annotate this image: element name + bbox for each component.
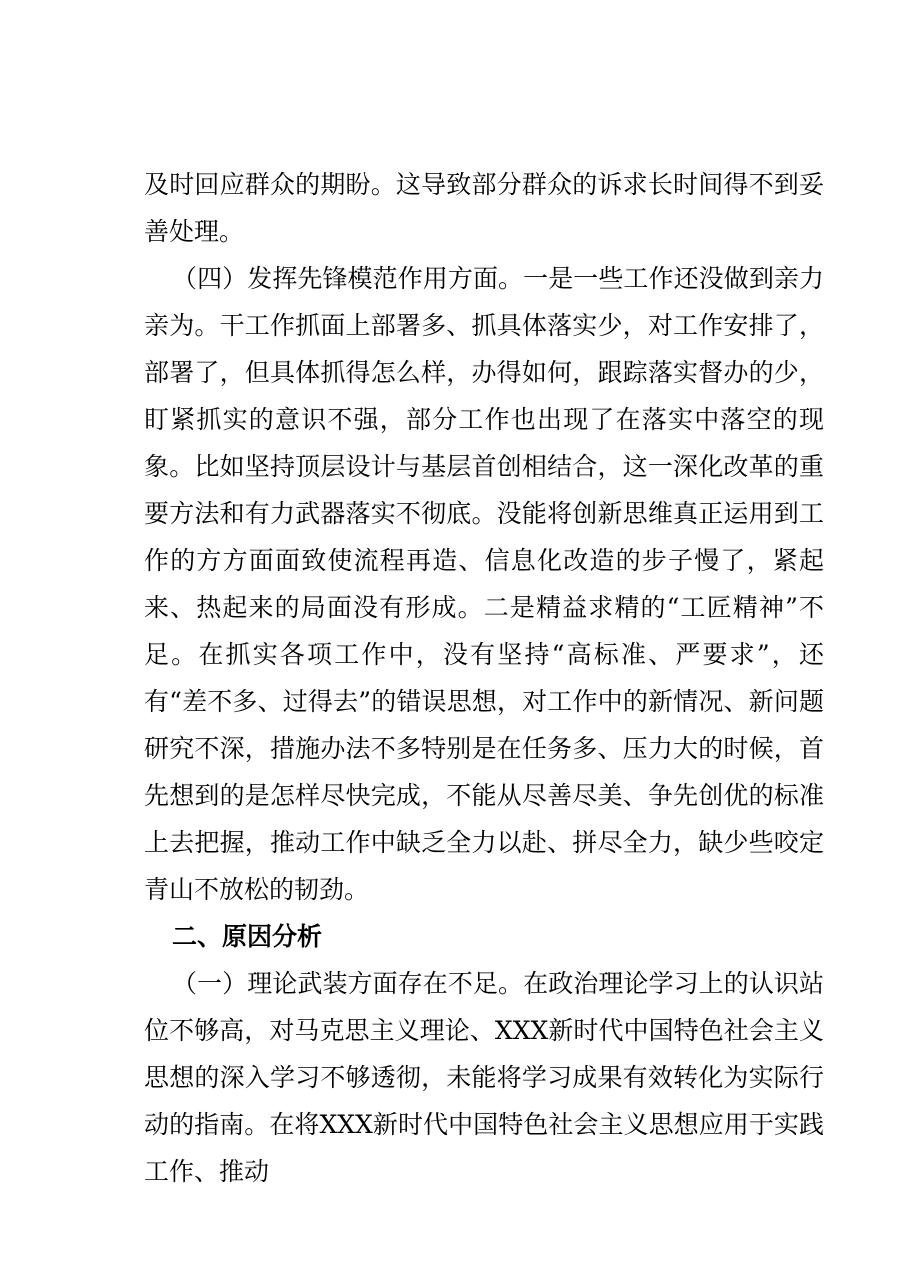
paragraph-reason-one: （一）理论武装方面存在不足。在政治理论学习上的认识站位不够高，对马克思主义理论、XXX新时代中国特色社会主义思想的深入学习不够透彻，未能将学习成果有效转化为实际行动的指南。在将XXX新时代中国特色社会主义思想应用于实践工作、推动 — [144, 969, 824, 1186]
paragraph-section-four: （四）发挥先锋模范作用方面。一是一些工作还没做到亲力亲为。干工作抓面上部署多、抓具体落实少，对工作安排了，部署了，但具体抓得怎么样，办得如何，跟踪落实督办的少，盯紧抓实的意识不强，部分工作也出现了在落实中落空的现象。比如坚持顶层设计与基层首创相结合，这一深化改革的重要方法和有力武器落实不彻底。没能将创新思维真正运用到工作的方方面面致使流程再造、信息化改造的步子慢了，紧起来、热起来的局面没有形成。二是精益求精的“工匠精神”不足。在抓实各项工作中，没有坚持“高标准、严要求”，还有“差不多、过得去”的错误思想，对工作中的新情况、新问题研究不深，措施办法不多特别是在任务多、压力大的时候，首先想到的是怎样尽快完成，不能从尽善尽美、争先创优的标准上去把握，推动工作中缺乏全力以赴、拼尽全力，缺少些咬定青山不放松的韧劲。 — [144, 264, 824, 904]
document-body — [144, 161, 824, 1195]
section-heading-cause-analysis: 二、原因分析 — [172, 922, 323, 951]
paragraph-continuation: 及时回应群众的期盼。这导致部分群众的诉求长时间得不到妥善处理。 — [144, 170, 824, 246]
